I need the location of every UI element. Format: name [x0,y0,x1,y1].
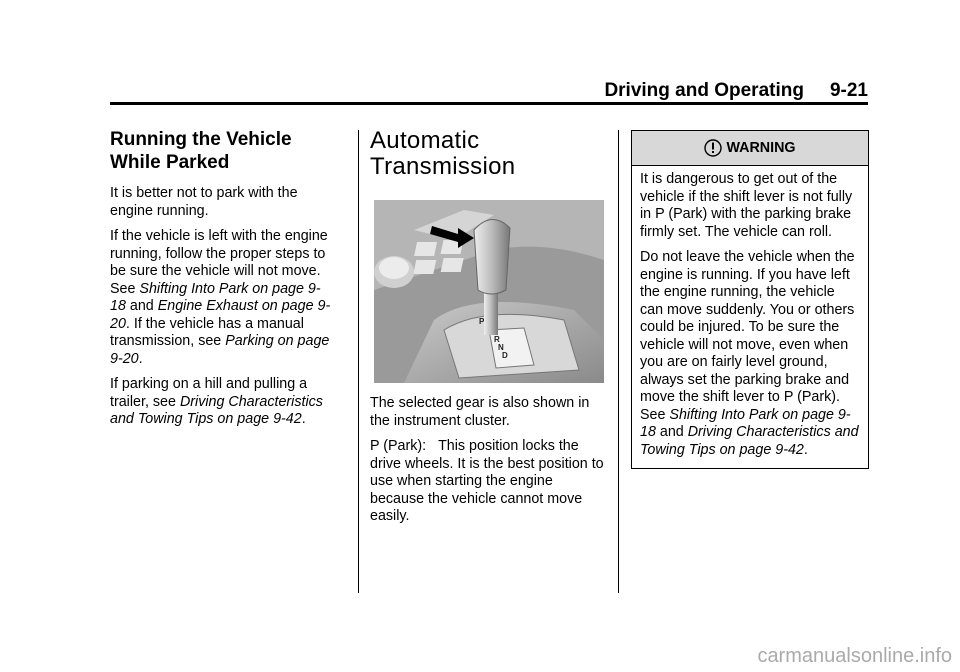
gear-letter: D [502,351,508,360]
cross-reference[interactable]: Parking on page 9-20 [110,333,330,367]
main-heading: Automatic Transmission [370,127,516,180]
shift-lever-illustration [374,200,604,383]
term-label: P (Park): [370,438,427,454]
page-header [604,80,868,102]
header-rule [110,102,868,105]
watermark: carmanualsonline.info [757,645,952,667]
paragraph: It is better not to park with the engine running. [110,185,298,219]
column-divider-1 [358,130,359,593]
paragraph: If the vehicle is left with the engine running, follow the proper steps to be sure the vehicle will not move. See Shifting Into Park on page 9-18 and Engine Exhaust on page 9-20. If the vehicle has a manual transmission, see Parking on page 9-20. [110,228,331,367]
cross-reference[interactable]: Driving Characteristics and Towing Tips on page 9-42 [640,424,859,458]
section-title: Driving and Operating [604,80,804,101]
warning-title: WARNING [726,140,796,156]
cross-reference[interactable]: Shifting Into Park on page 9-18 [640,406,851,440]
paragraph: Do not leave the vehicle when the engine is running. If you have left the engine running, the vehicle can move suddenly. You or others could be injured. To be sure the vehicle will not move, even when you are on fairly level ground, always set the parking brake and move the shift lever to P (Park). See Shifting Into Park on page 9-18 and Driving Characteristics and Towing Tips on page 9-42. [640,249,859,458]
paragraph: It is dangerous to get out of the vehicle if the shift lever is not fully in P (Park) with the parking brake firmly set. The vehicle can roll. [640,171,853,240]
paragraph: The selected gear is also shown in the instrument cluster. [370,395,590,429]
gear-letter: P [479,317,485,326]
section-heading: Running the Vehicle While Parked [110,129,292,173]
paragraph: P (Park): This position locks the drive wheels. It is the best position to use when starting the engine because the vehicle cannot move easily. [370,438,604,524]
warning-body [632,166,868,459]
warning-icon [704,139,722,157]
column-automatic-transmission [370,128,606,534]
column-divider-2 [618,130,619,593]
warning-box [631,130,869,469]
paragraph: If parking on a hill and pulling a trailer, see Driving Characteristics and Towing Tips on page 9-42. [110,376,323,427]
gear-letter: R [494,335,500,344]
cross-reference[interactable]: Driving Characteristics and Towing Tips on page 9-42 [110,393,323,427]
column-running-parked [110,128,332,437]
warning-header [632,131,868,166]
page-number: 9-21 [829,80,868,101]
cross-reference[interactable]: Engine Exhaust on page 9-20 [110,298,331,332]
cross-reference[interactable]: Shifting Into Park on page 9-18 [110,280,321,314]
gear-letter: N [498,343,504,352]
